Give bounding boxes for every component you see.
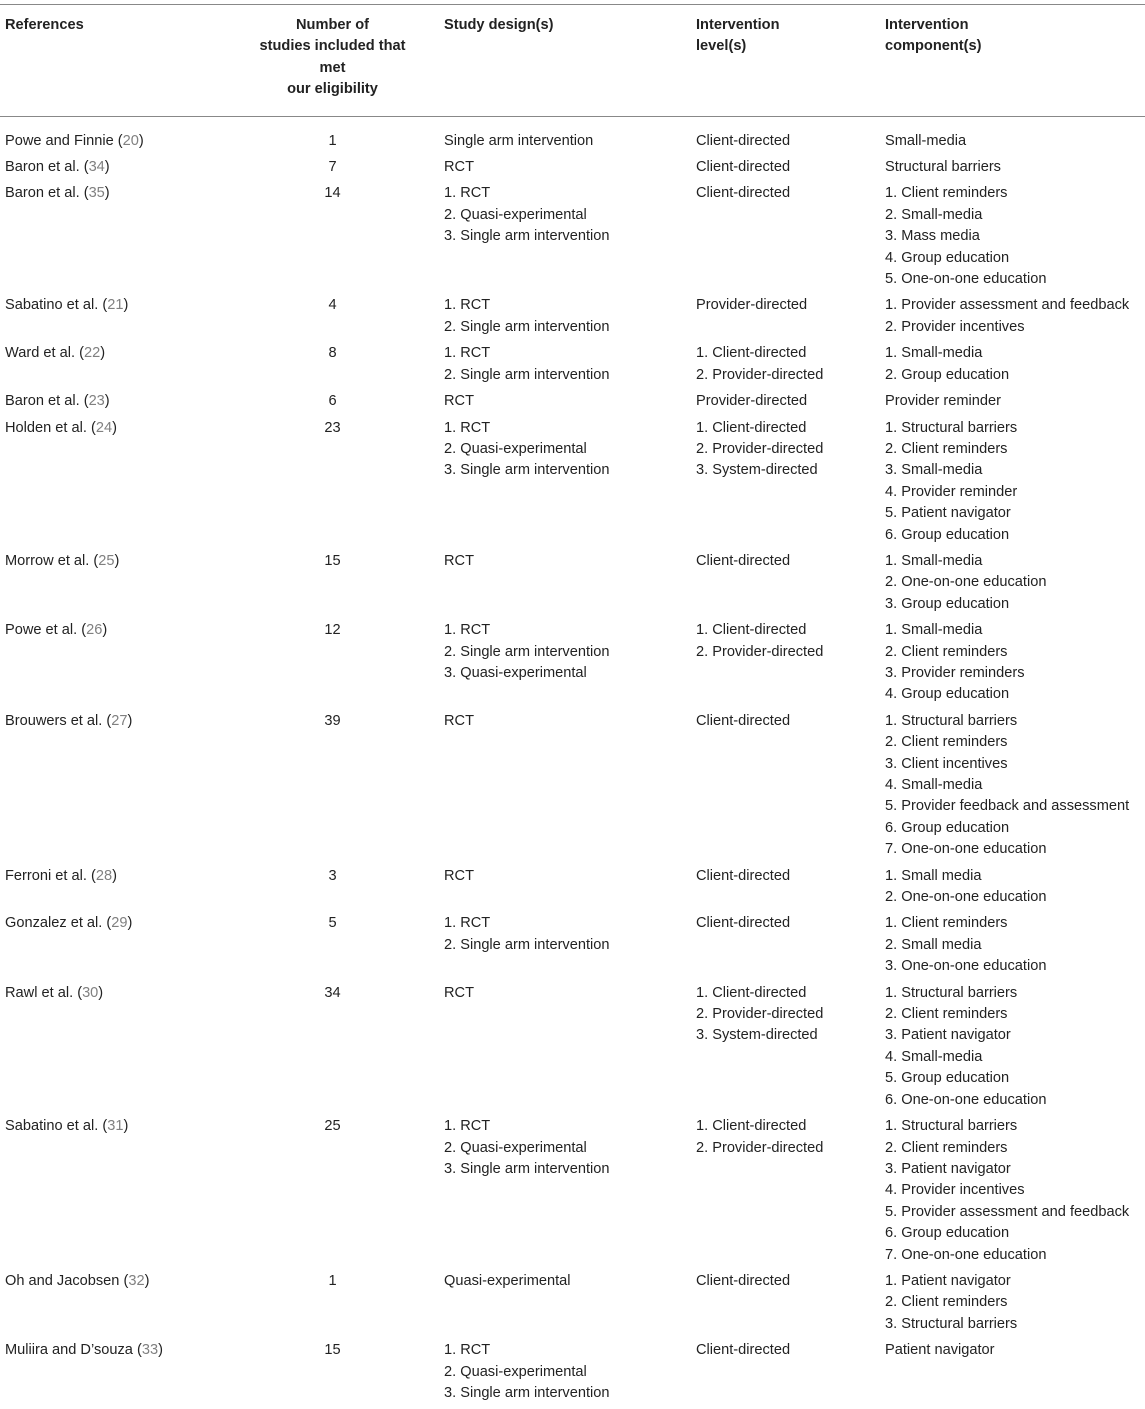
intervention-level-cell [691, 620, 880, 711]
citation-link[interactable]: 30 [82, 984, 99, 1001]
study-count-cell: 25 [324, 1118, 341, 1135]
intervention-level-cell [691, 1340, 880, 1409]
component-item: 2. One-on-one education [885, 574, 1047, 591]
component-item: Patient navigator [885, 1342, 995, 1359]
component-item: 5. Group education [885, 1070, 1010, 1087]
component-item: 3. Provider reminders [885, 664, 1025, 681]
table-row [0, 1271, 1145, 1340]
design-item: 1. RCT [444, 622, 491, 639]
table-row [0, 866, 1145, 914]
study-design-cell [439, 295, 691, 343]
intervention-component-cell [880, 1271, 1145, 1340]
design-item: RCT [444, 552, 474, 569]
studies-table [0, 4, 1145, 1409]
intervention-component-cell [880, 1340, 1145, 1409]
reference-cell: Sabatino et al. (31) [5, 1118, 129, 1135]
study-design-cell [439, 418, 691, 551]
design-item: 2. Single arm intervention [444, 366, 610, 383]
reference-name: Ferroni et al. [5, 867, 87, 884]
study-design-cell [439, 1271, 691, 1340]
study-design-cell [439, 343, 691, 391]
intervention-level-cell [691, 551, 880, 620]
study-count-cell: 14 [324, 185, 341, 202]
component-item: 2. Client reminders [885, 440, 1008, 457]
table-row [0, 983, 1145, 1116]
study-design-cell [439, 983, 691, 1116]
intervention-level-cell [691, 295, 880, 343]
component-item: 2. Client reminders [885, 734, 1008, 751]
component-item: 3. Patient navigator [885, 1160, 1011, 1177]
intervention-component-cell [880, 983, 1145, 1116]
intervention-component-cell [880, 391, 1145, 417]
reference-name: Sabatino et al. [5, 1118, 99, 1135]
level-item: Client-directed [696, 159, 791, 176]
reference-cell: Baron et al. (35) [5, 185, 110, 202]
table-row [0, 418, 1145, 551]
table-row [0, 1340, 1145, 1409]
reference-name: Baron et al. [5, 185, 80, 202]
citation-link[interactable]: 27 [111, 712, 128, 729]
component-item: 2. Small media [885, 936, 982, 953]
reference-cell: Ferroni et al. (28) [5, 867, 117, 884]
design-item: 2. Quasi-experimental [444, 440, 587, 457]
intervention-component-cell [880, 551, 1145, 620]
component-item: 1. Structural barriers [885, 984, 1018, 1001]
reference-cell: Rawl et al. (30) [5, 984, 104, 1001]
component-item: Small-media [885, 132, 967, 149]
intervention-level-cell [691, 913, 880, 982]
table-row [0, 295, 1145, 343]
intervention-level-cell [691, 866, 880, 914]
table-row [0, 1116, 1145, 1271]
header-study-designs [439, 5, 691, 117]
design-item: 3. Single arm intervention [444, 462, 610, 479]
reference-name: Ward et al. [5, 345, 76, 362]
design-item: 3. Quasi-experimental [444, 664, 587, 681]
component-item: 3. One-on-one education [885, 958, 1047, 975]
reference-name: Brouwers et al. [5, 712, 103, 729]
citation-link[interactable]: 29 [111, 915, 128, 932]
reference-name: Holden et al. [5, 419, 87, 436]
component-item: Structural barriers [885, 159, 1001, 176]
intervention-component-cell [880, 343, 1145, 391]
reference-name: Oh and Jacobsen [5, 1272, 120, 1289]
intervention-level-cell [691, 1271, 880, 1340]
table-row [0, 157, 1145, 183]
header-line: studies included that met [259, 38, 406, 76]
component-item: 1. Small-media [885, 622, 983, 639]
table-row [0, 711, 1145, 866]
header-references [0, 5, 246, 117]
citation-link[interactable]: 32 [128, 1272, 145, 1289]
reference-cell: Brouwers et al. (27) [5, 712, 133, 729]
header-line: References [5, 17, 84, 33]
design-item: 2. Single arm intervention [444, 318, 610, 335]
component-item: 6. One-on-one education [885, 1091, 1047, 1108]
design-item: 2. Quasi-experimental [444, 1363, 587, 1380]
study-count-cell: 8 [328, 345, 337, 362]
component-item: 5. One-on-one education [885, 271, 1047, 288]
study-design-cell [439, 1116, 691, 1271]
table-row [0, 913, 1145, 982]
study-count-cell: 1 [328, 132, 337, 149]
header-line: Study design(s) [444, 17, 554, 33]
study-design-cell [439, 391, 691, 417]
level-item: 2. Provider-directed [696, 1139, 824, 1156]
reference-name: Muliira and D’souza [5, 1342, 133, 1359]
intervention-component-cell [880, 418, 1145, 551]
level-item: 2. Provider-directed [696, 366, 824, 383]
component-item: Provider reminder [885, 393, 1001, 410]
design-item: Quasi-experimental [444, 1272, 571, 1289]
table-row [0, 391, 1145, 417]
component-item: 4. Provider incentives [885, 1182, 1025, 1199]
level-item: Client-directed [696, 1272, 791, 1289]
study-count-cell: 23 [324, 419, 341, 436]
component-item: 1. Small-media [885, 345, 983, 362]
header-line: our eligibility [287, 81, 378, 98]
citation-link[interactable]: 22 [83, 345, 101, 362]
study-design-cell [439, 1340, 691, 1409]
component-item: 6. Group education [885, 819, 1010, 836]
component-item: 4. Small-media [885, 1048, 983, 1065]
level-item: 2. Provider-directed [696, 643, 824, 660]
component-item: 2. Group education [885, 366, 1010, 383]
table-row [0, 551, 1145, 620]
level-item: 1. Client-directed [696, 345, 807, 362]
reference-name: Sabatino et al. [5, 297, 99, 314]
header-row [0, 5, 1145, 117]
citation-link[interactable]: 34 [88, 159, 105, 176]
study-count-cell: 15 [324, 1342, 341, 1359]
intervention-level-cell [691, 343, 880, 391]
study-count-cell: 1 [328, 1272, 337, 1289]
design-item: 1. RCT [444, 915, 491, 932]
design-item: 1. RCT [444, 1118, 491, 1135]
component-item: 7. One-on-one education [885, 841, 1047, 858]
study-design-cell [439, 913, 691, 982]
component-item: 2. Client reminders [885, 643, 1008, 660]
design-item: 1. RCT [444, 345, 491, 362]
design-item: 1. RCT [444, 419, 491, 436]
intervention-component-cell [880, 116, 1145, 157]
design-item: 3. Single arm intervention [444, 1384, 610, 1401]
component-item: 2. Provider incentives [885, 318, 1025, 335]
intervention-component-cell [880, 157, 1145, 183]
design-item: 2. Single arm intervention [444, 936, 610, 953]
component-item: 4. Small-media [885, 777, 983, 793]
reference-cell: Oh and Jacobsen (32) [5, 1272, 150, 1289]
study-design-cell [439, 183, 691, 295]
component-item: 1. Provider assessment and feedback [885, 297, 1130, 314]
component-item: 2. Client reminders [885, 1294, 1008, 1311]
level-item: Client-directed [696, 132, 791, 149]
level-item: Client-directed [696, 1342, 791, 1359]
reference-cell: Powe et al. (26) [5, 622, 108, 639]
citation-link[interactable]: 26 [86, 622, 103, 639]
study-design-cell [439, 116, 691, 157]
design-item: 3. Single arm intervention [444, 1160, 610, 1177]
header-number-of-studies [246, 5, 439, 117]
component-item: 5. Patient navigator [885, 505, 1011, 522]
level-item: Client-directed [696, 552, 791, 569]
component-item: 1. Small media [885, 867, 982, 884]
study-design-cell [439, 551, 691, 620]
reference-cell: Gonzalez et al. (29) [5, 915, 133, 932]
study-count-cell: 5 [328, 915, 337, 932]
component-item: 1. Patient navigator [885, 1272, 1011, 1289]
intervention-component-cell [880, 295, 1145, 343]
component-item: 6. Group education [885, 1225, 1010, 1242]
reference-cell: Morrow et al. (25) [5, 552, 120, 569]
component-item: 5. Provider assessment and feedback [885, 1203, 1130, 1220]
design-item: 2. Quasi-experimental [444, 206, 587, 223]
table-row [0, 183, 1145, 295]
citation-link[interactable]: 31 [107, 1118, 124, 1135]
component-item: 1. Client reminders [885, 915, 1008, 932]
reference-cell: Muliira and D’souza (33) [5, 1342, 163, 1359]
citation-link[interactable]: 20 [122, 132, 139, 149]
level-item: 3. System-directed [696, 462, 818, 479]
level-item: Provider-directed [696, 297, 808, 314]
component-item: 4. Provider reminder [885, 483, 1018, 500]
intervention-level-cell [691, 157, 880, 183]
component-item: 3. Group education [885, 595, 1010, 612]
citation-link[interactable]: 33 [141, 1342, 159, 1359]
header-line: component(s) [885, 38, 982, 55]
component-item: 2. Client reminders [885, 1006, 1008, 1023]
component-item: 6. Group education [885, 526, 1010, 543]
component-item: 3. Structural barriers [885, 1315, 1018, 1332]
citation-link[interactable]: 25 [98, 552, 115, 569]
component-item: 2. Small-media [885, 206, 983, 223]
intervention-level-cell [691, 116, 880, 157]
reference-name: Baron et al. [5, 159, 80, 176]
level-item: Client-directed [696, 712, 791, 729]
design-item: 2. Quasi-experimental [444, 1139, 587, 1156]
design-item: Single arm intervention [444, 132, 594, 149]
level-item: 1. Client-directed [696, 622, 807, 639]
design-item: RCT [444, 712, 474, 729]
reference-name: Powe and Finnie [5, 132, 114, 149]
table-header [0, 5, 1145, 117]
component-item: 3. Patient navigator [885, 1027, 1011, 1044]
level-item: 3. System-directed [696, 1027, 818, 1044]
design-item: 2. Single arm intervention [444, 643, 610, 660]
table-row [0, 620, 1145, 711]
component-item: 1. Structural barriers [885, 712, 1018, 729]
study-count-cell: 7 [328, 159, 337, 176]
intervention-level-cell [691, 418, 880, 551]
level-item: 1. Client-directed [696, 419, 807, 436]
level-item: 1. Client-directed [696, 1118, 807, 1135]
design-item: 1. RCT [444, 1342, 491, 1359]
citation-link[interactable]: 28 [95, 867, 113, 884]
header-line: Intervention [696, 17, 780, 33]
reference-cell: Holden et al. (24) [5, 419, 117, 436]
reference-cell: Baron et al. (23) [5, 393, 110, 410]
reference-name: Gonzalez et al. [5, 915, 103, 932]
reference-cell: Baron et al. (34) [5, 159, 110, 176]
design-item: 1. RCT [444, 185, 491, 202]
component-item: 4. Group education [885, 686, 1010, 703]
study-count-cell: 15 [324, 552, 341, 569]
intervention-component-cell [880, 183, 1145, 295]
study-count-cell: 6 [328, 393, 337, 410]
intervention-component-cell [880, 866, 1145, 914]
reference-name: Rawl et al. [5, 984, 74, 1001]
component-item: 4. Group education [885, 249, 1010, 266]
reference-name: Morrow et al. [5, 552, 90, 569]
design-item: 1. RCT [444, 297, 491, 314]
level-item: Provider-directed [696, 393, 808, 410]
component-item: 1. Client reminders [885, 185, 1008, 202]
component-item: 2. Client reminders [885, 1139, 1008, 1156]
study-count-cell: 12 [324, 622, 341, 639]
level-item: Client-directed [696, 867, 791, 884]
component-item: 5. Provider feedback and assessment [885, 798, 1130, 815]
header-line: Number of [296, 17, 369, 33]
study-design-cell [439, 711, 691, 866]
reference-name: Powe et al. [5, 622, 78, 639]
component-item: 7. One-on-one education [885, 1246, 1047, 1263]
component-item: 1. Structural barriers [885, 1118, 1018, 1135]
table-row [0, 116, 1145, 157]
reference-cell: Powe and Finnie (20) [5, 132, 144, 149]
study-design-cell [439, 620, 691, 711]
intervention-level-cell [691, 711, 880, 866]
intervention-level-cell [691, 983, 880, 1116]
header-intervention-components [880, 5, 1145, 117]
intervention-component-cell [880, 913, 1145, 982]
citation-link[interactable]: 23 [88, 393, 105, 410]
level-item: Client-directed [696, 185, 791, 202]
reference-name: Baron et al. [5, 393, 80, 410]
level-item: Client-directed [696, 915, 791, 932]
header-line: level(s) [696, 38, 747, 55]
citation-link[interactable]: 24 [95, 419, 113, 436]
design-item: RCT [444, 867, 474, 884]
study-design-cell [439, 866, 691, 914]
reference-cell: Ward et al. (22) [5, 345, 106, 362]
intervention-component-cell [880, 620, 1145, 711]
component-item: 3. Small-media [885, 462, 983, 479]
table-body [0, 116, 1145, 1409]
design-item: 3. Single arm intervention [444, 228, 610, 245]
intervention-level-cell [691, 183, 880, 295]
intervention-level-cell [691, 391, 880, 417]
level-item: 2. Provider-directed [696, 440, 824, 457]
component-item: 1. Small-media [885, 552, 983, 569]
table-row [0, 343, 1145, 391]
design-item: RCT [444, 984, 474, 1001]
reference-cell: Sabatino et al. (21) [5, 297, 129, 314]
header-intervention-levels [691, 5, 880, 117]
level-item: 2. Provider-directed [696, 1006, 824, 1023]
study-count-cell: 4 [328, 297, 337, 314]
study-count-cell: 34 [324, 984, 341, 1001]
citation-link[interactable]: 21 [107, 297, 124, 314]
design-item: RCT [444, 393, 474, 410]
study-design-cell [439, 157, 691, 183]
citation-link[interactable]: 35 [88, 185, 105, 202]
component-item: 3. Mass media [885, 228, 980, 245]
intervention-component-cell [880, 1116, 1145, 1271]
header-line: Intervention [885, 17, 969, 33]
study-count-cell: 39 [324, 712, 341, 729]
intervention-component-cell [880, 711, 1145, 866]
component-item: 3. Client incentives [885, 755, 1008, 772]
component-item: 2. One-on-one education [885, 889, 1047, 906]
intervention-level-cell [691, 1116, 880, 1271]
study-count-cell: 3 [328, 867, 337, 884]
design-item: RCT [444, 159, 474, 176]
component-item: 1. Structural barriers [885, 419, 1018, 436]
level-item: 1. Client-directed [696, 984, 807, 1001]
